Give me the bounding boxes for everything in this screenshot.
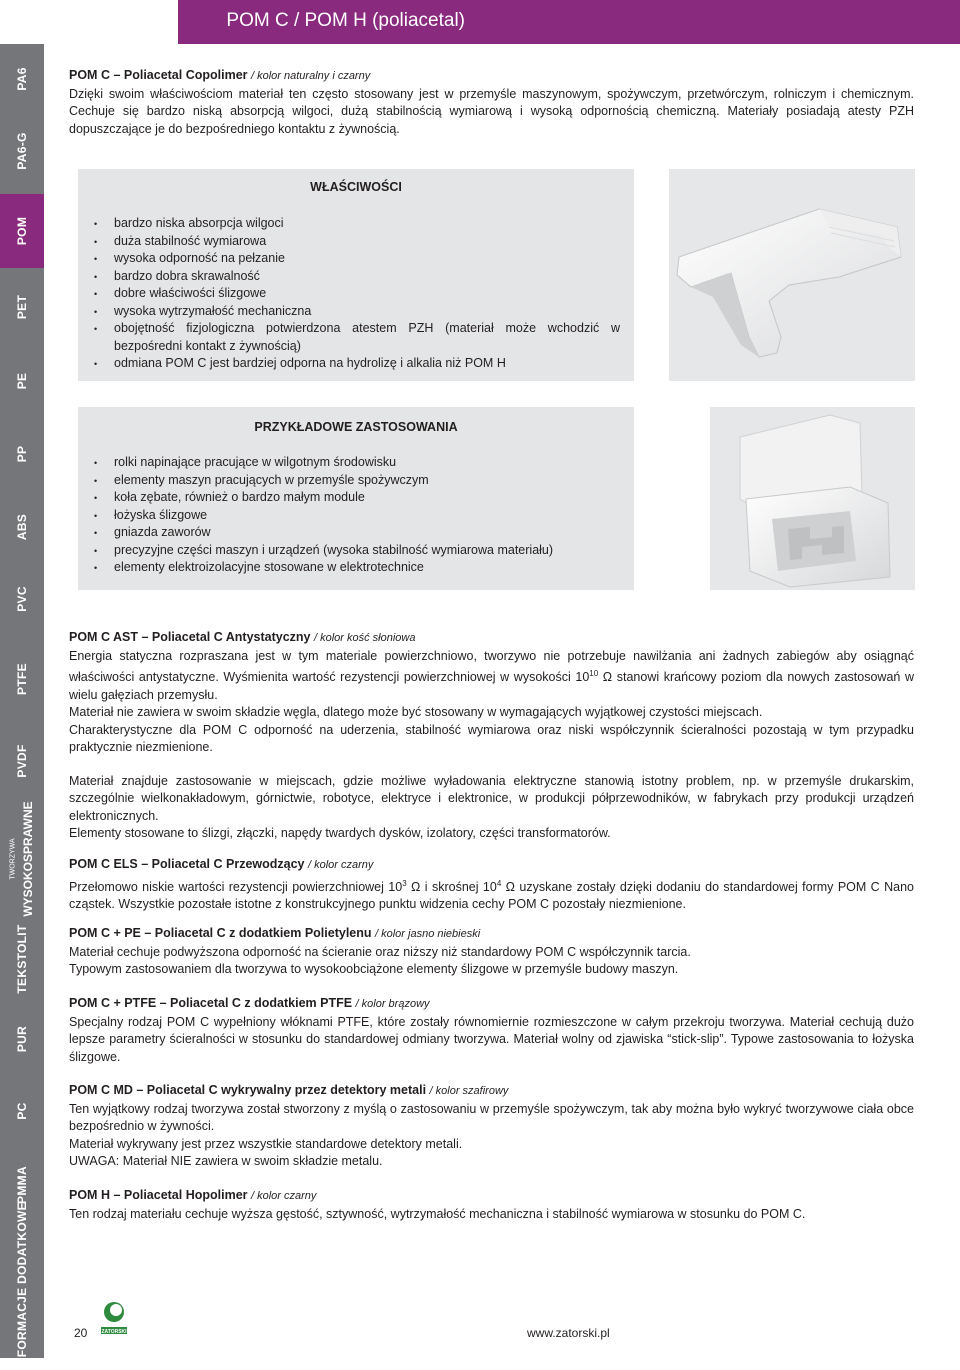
ast-paragraph-3: Charakterystyczne dla POM C odporność na uderzenia, stabilność wymiarowa oraz niski współczynnik ścieralności pozostają w tym przypadku praktycznie niezmienione.: [69, 722, 914, 755]
pomh-section: [69, 1187, 914, 1223]
logo-icon: [101, 1300, 127, 1336]
connector-part-illustration: [710, 407, 915, 590]
heading-note: / kolor szafirowy: [429, 1085, 509, 1097]
exponent: 4: [496, 878, 502, 888]
section-heading: [69, 995, 914, 1014]
list-item: • dobre właściwości ślizgowe: [86, 285, 620, 303]
list-item: • wysoka odporność na pełzanie: [86, 250, 620, 268]
section-heading: [69, 67, 914, 86]
text-run: Ω i skrośnej 10: [406, 879, 497, 894]
sidebar-tab-pc[interactable]: [0, 1076, 44, 1146]
sidebar-tab-pa6[interactable]: [0, 44, 44, 114]
heading-note: / kolor jasno niebieski: [375, 928, 481, 940]
md-paragraph-1: Ten wyjątkowy rodzaj tworzywa został stworzony z myślą o zastosowaniu w przemyśle spożywczym, tak aby można było wykryć tworzywowe ciała obce bezpośrednio w żywności.: [69, 1101, 914, 1133]
list-item: • koła zębate, również o bardzo małym module: [86, 489, 620, 507]
page-title: POM C / POM H (poliacetal): [226, 10, 465, 31]
ptfe-section: [69, 995, 914, 1066]
exponent: 3: [402, 878, 407, 888]
ast-paragraph-2: Materiał nie zawiera w swoim składzie węgla, dlatego może być stosowany w wymagających wyjątkowej czystości miejscach.: [69, 705, 763, 720]
heading-text: POM C – Poliacetal Copolimer: [69, 68, 248, 82]
material-sidebar: [0, 44, 44, 1370]
list-item: • elementy maszyn pracujących w przemyśle spożywczym: [86, 472, 620, 490]
ast-paragraph-4: Materiał znajduje zastosowanie w miejscach, gdzie możliwe wyładowania elektryczne stanowią istotny problem, np. w przemyśle drukarskim, szczególnie wielkonakładowym, górnictwie, robotyce, elektryce i elektronice, w produkcji półprzewodników, w fabrykach przy produkcji urządzeń elektronicznych.: [69, 773, 914, 823]
sidebar-tab-pvdf[interactable]: [0, 726, 44, 796]
heading-text: POM C + PTFE – Poliacetal C z dodatkiem PTFE: [69, 996, 353, 1010]
ptfe-paragraph: Specjalny rodzaj POM C wypełniony włóknami PTFE, które zostały równomiernie rozmieszczone w całym przekroju tworzywa. Materiał cechują dużo lepsze parametry ścieralności w stosunku do standardowej odmiany tworzywa. Materiał wolny od zjawiska “stick-slip”. Typowe zastosowania to łożyska ślizgowe.: [69, 1014, 914, 1064]
pomh-paragraph: Ten rodzaj materiału cechuje wyższa gęstość, sztywność, wytrzymałość mechaniczna i stabilność wymiarowa w stosunku do POM C.: [69, 1206, 806, 1221]
exponent: 10: [589, 669, 599, 678]
sidebar-tab-label: PE: [15, 372, 29, 390]
properties-list: [86, 215, 620, 373]
els-section: [69, 856, 914, 914]
sidebar-tab-label: PET: [15, 294, 29, 320]
list-item: • odmiana POM C jest bardziej odporna na hydrolizę i alkalia niż POM H: [86, 355, 620, 373]
md-paragraph-2: Materiał wykrywany jest przez wszystkie standardowe detektory metali.: [69, 1136, 463, 1151]
product-photo-connector-part: [710, 407, 915, 590]
heading-text: POM H – Poliacetal Hopolimer: [69, 1188, 248, 1202]
section-heading: [69, 925, 914, 944]
sidebar-tab-label: PTFE: [15, 663, 29, 695]
properties-box: [78, 169, 634, 381]
heading-text: POM C + PE – Poliacetal C z dodatkiem Polietylenu: [69, 926, 372, 940]
heading-note: / kolor czarny: [307, 859, 374, 871]
text-run: Ω uzyskane zostały dzięki dodaniu do standardowej formy POM C Nano cząstek. Wszystkie pozostałe istotne z konstrukcyjnego punktu widzenia cechy POM C pozostały niezmienione.: [69, 879, 914, 912]
heading-note: / kolor brązowy: [355, 998, 430, 1010]
applications-list: [86, 454, 620, 577]
section-heading: [69, 1082, 914, 1101]
heading-note: / kolor naturalny i czarny: [251, 70, 371, 82]
sidebar-tab-label: INFORMACJE DODATKOWE: [15, 1202, 29, 1370]
section-heading: [69, 1187, 914, 1206]
section-heading: [69, 629, 914, 648]
sidebar-tab-label: PC: [15, 1102, 29, 1120]
sidebar-tab-label: PA6: [15, 67, 29, 91]
sidebar-tab-label: TEKSTOLIT: [15, 924, 29, 994]
md-section: [69, 1082, 914, 1171]
ast-paragraph-5: Elementy stosowane to ślizgi, złączki, napędy twardych dysków, izolatory, części transformatorów.: [69, 826, 611, 841]
sidebar-tab-tekstolit[interactable]: [0, 914, 44, 1004]
sidebar-tab-label: PVDF: [15, 744, 29, 778]
sidebar-tab-pom[interactable]: [0, 194, 44, 268]
sidebar-tab-label: PA6-G: [15, 132, 29, 170]
svg-text:ZATORSKI: ZATORSKI: [101, 1329, 127, 1335]
sidebar-tab-label: ABS: [15, 513, 29, 541]
sidebar-tab-label: WYSOKOSPRAWNE: [21, 801, 35, 917]
text-run: Ω stanowi krańcowy poziom dla nowych zastosowań w wielu gałęziach przemysłu.: [69, 670, 914, 702]
sidebar-tab-abs[interactable]: [0, 492, 44, 562]
list-item: • rolki napinające pracujące w wilgotnym środowisku: [86, 454, 620, 472]
list-item: • bardzo dobra skrawalność: [86, 268, 620, 286]
sidebar-tab-ptfe[interactable]: [0, 644, 44, 714]
list-item: • bardzo niska absorpcja wilgoci: [86, 215, 620, 233]
page-header: [178, 0, 960, 44]
sidebar-tab-informacje-dodatkowe[interactable]: [0, 1202, 44, 1370]
list-item: • gniazda zaworów: [86, 524, 620, 542]
intro-section: [69, 67, 914, 138]
sidebar-tab-label: PVC: [15, 586, 29, 612]
pe-paragraph-2: Typowym zastosowaniem dla tworzywa to wysokoobciążone elementy ślizgowe w przemyśle budowy maszyn.: [69, 962, 679, 976]
company-logo: [101, 1300, 127, 1336]
list-item: • wysoka wytrzymałość mechaniczna: [86, 303, 620, 321]
heading-text: POM C AST – Poliacetal C Antystatyczny: [69, 630, 311, 644]
intro-text: Dzięki swoim właściwościom materiał ten często stosowany jest w przemyśle maszynowym, spożywczym, przetwórczym, rolniczym i chemicznym. Cechuje się bardzo niską absorpcją wilgoci, dużą stabilnością wymiarową i wysoką odpornością chemiczną. Materiały posiadają atesty PZH dopuszczające je do bezpośredniego kontaktu z żywnością.: [69, 86, 914, 136]
text-run: Przełomowo niskie wartości rezystencji powierzchniowej 10: [69, 879, 403, 894]
list-item: • duża stabilność wymiarowa: [86, 233, 620, 251]
pe-paragraph-1: Materiał cechuje podwyższona odporność na ścieranie oraz niższy niż standardowy POM C współczynnik tarcia.: [69, 944, 691, 959]
properties-title: WŁAŚCIWOŚCI: [310, 180, 402, 194]
els-paragraph: [69, 875, 914, 914]
applications-title: PRZYKŁADOWE ZASTOSOWANIA: [254, 420, 458, 434]
text-run: Energia statyczna rozpraszana jest w tym materiale powierzchniowo, tworzywo nie potrzebuje nawilżania ani żadnych zabiegów aby osiągnąć właściwości antystatyczne. Wyśmienita wartość rezystencji powierzchniowej w wysokości 10: [69, 648, 914, 685]
md-paragraph-3: UWAGA: Materiał NIE zawiera w swoim składzie metalu.: [69, 1154, 383, 1168]
heading-note: / kolor kość słoniowa: [313, 632, 416, 644]
sidebar-tab-pe[interactable]: [0, 346, 44, 416]
sidebar-tab-tworzywa-wysokosprawne[interactable]: [0, 794, 44, 924]
sidebar-tab-pvc[interactable]: [0, 564, 44, 634]
heading-text: POM C ELS – Poliacetal C Przewodzący: [69, 857, 305, 871]
page-number: 20: [74, 1326, 88, 1340]
ast-section: [69, 629, 914, 843]
sidebar-tab-label: PP: [15, 445, 29, 463]
section-heading: [69, 856, 914, 875]
list-item: • elementy elektroizolacyjne stosowane w elektrotechnice: [86, 559, 620, 577]
applications-box: [78, 407, 634, 590]
sidebar-tab-label: PMMA: [15, 1166, 29, 1204]
heading-note: / kolor czarny: [251, 1190, 317, 1202]
sidebar-tab-pp[interactable]: [0, 419, 44, 489]
product-photo-fork-part: [669, 169, 915, 381]
sidebar-tab-label: POM: [15, 216, 29, 246]
ast-paragraph-1: [69, 648, 914, 705]
list-item: • łożyska ślizgowe: [86, 507, 620, 525]
list-item: • obojętność fizjologiczna potwierdzona atestem PZH (materiał może wchodzić w bezpośredni kontakt z żywnością): [86, 320, 620, 355]
list-item: • precyzyjne części maszyn i urządzeń (wysoka stabilność wymiarowa materiału): [86, 542, 620, 560]
sidebar-tab-label: PUR: [15, 1025, 29, 1053]
pe-section: [69, 925, 914, 979]
fork-part-illustration: [669, 169, 915, 381]
sidebar-tab-pur[interactable]: [0, 1004, 44, 1074]
sidebar-tab-pet[interactable]: [0, 272, 44, 342]
sidebar-tab-pa6g[interactable]: [0, 116, 44, 186]
heading-text: POM C MD – Poliacetal C wykrywalny przez detektory metali: [69, 1083, 427, 1097]
sidebar-tab-sublabel: TWORZYWA: [9, 838, 17, 880]
website-link[interactable]: www.zatorski.pl: [527, 1326, 610, 1340]
